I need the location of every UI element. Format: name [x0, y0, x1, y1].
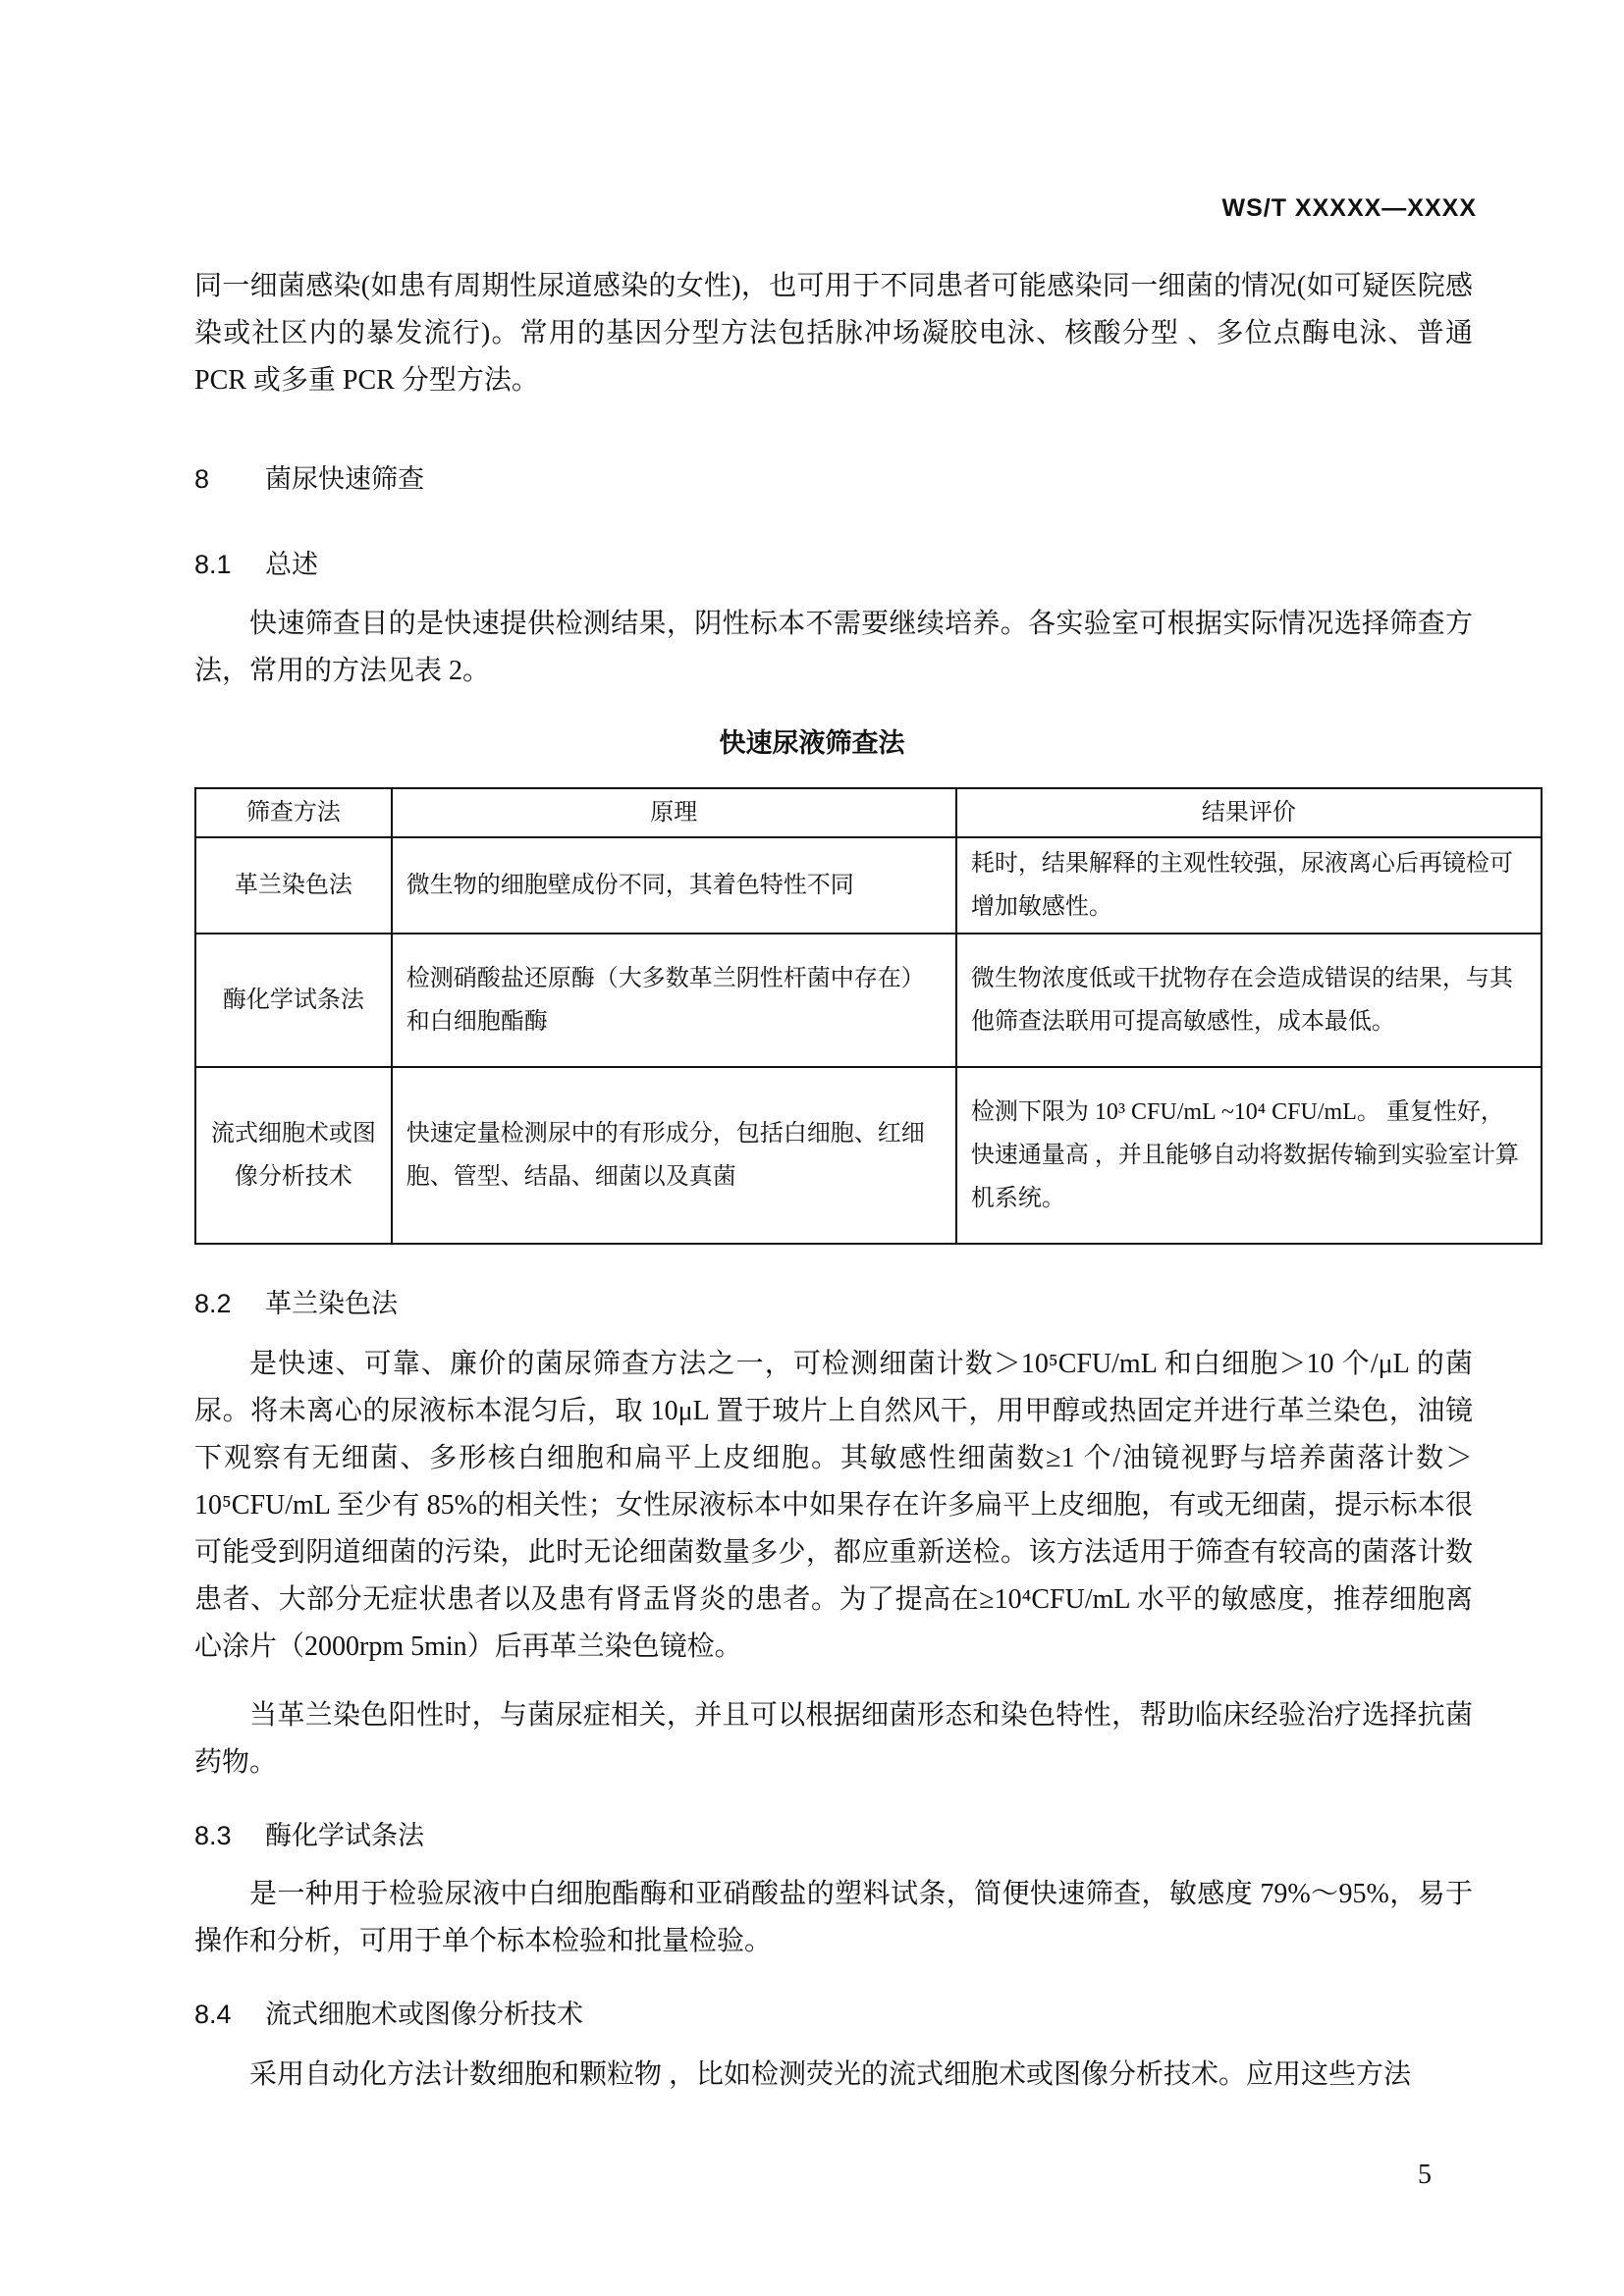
section-heading-8-3 [194, 1814, 424, 1852]
section-heading-8-1 [194, 543, 318, 581]
section-heading-8-2 [194, 1282, 398, 1320]
section-number: 8 [194, 464, 210, 494]
section-title: 革兰染色法 [265, 1289, 398, 1318]
paragraph-8-2-a: 是快速、可靠、廉价的菌尿筛查方法之一，可检测细菌计数＞10⁵CFU/mL 和白细胞＞10 个/μL 的菌尿。将未离心的尿液标本混匀后，取 10μL 置于玻片上自然风干，用甲醇或热固定并进行革兰染色，油镜下观察有无细菌、多形核白细胞和扁平上皮细胞。其敏感性细菌数≥1 个/油镜视野与培养菌落计数＞10⁵CFU/mL 至少有 85%的相关性；女性尿液标本中如果存在许多扁平上皮细胞，有或无细菌，提示标本很可能受到阴道细菌的污染，此时无论细菌数量多少，都应重新送检。该方法适用于筛查有较高的菌落计数患者、大部分无症状患者以及患有肾盂肾炎的患者。为了提高在≥10⁴CFU/mL 水平的敏感度，推荐细胞离心涂片（2000rpm 5min）后再革兰染色镜检。 [194, 1349, 1473, 1662]
page-number: 5 [1418, 2160, 1432, 2190]
table-header-row [195, 788, 1542, 837]
section-title: 酶化学试条法 [265, 1821, 424, 1850]
section-number: 8.1 [194, 550, 232, 579]
paragraph-8-4: 采用自动化方法计数细胞和颗粒物 ，比如检测荧光的流式细胞术或图像分析技术。应用这些方法 [249, 2059, 1412, 2090]
table-cell-evaluation: 检测下限为 10³ CFU/mL ~10⁴ CFU/mL。 重复性好，快速通量高 ，并且能够自动将数据传输到实验室计算机系统。 [956, 1067, 1542, 1244]
table-cell-principle: 微生物的细胞壁成份不同，其着色特性不同 [392, 837, 956, 934]
section-title: 总述 [265, 550, 318, 579]
table-header: 原理 [392, 788, 956, 837]
section-number: 8.4 [194, 2000, 232, 2029]
table-row [195, 837, 1542, 934]
paragraph-8-2-b: 当革兰染色阳性时，与菌尿症相关，并且可以根据细菌形态和染色特性，帮助临床经验治疗选择抗菌药物。 [194, 1700, 1473, 1778]
table-cell-evaluation: 耗时，结果解释的主观性较强，尿液离心后再镜检可增加敏感性。 [956, 837, 1542, 934]
table-caption: 快速尿液筛查法 [719, 728, 905, 758]
paragraph-8-1: 快速筛查目的是快速提供检测结果，阴性标本不需要继续培养。各实验室可根据实际情况选择筛查方法，常用的方法见表 2。 [194, 609, 1473, 686]
table-row [195, 1067, 1542, 1244]
table-header: 结果评价 [956, 788, 1542, 837]
paragraph-8-3: 是一种用于检验尿液中白细胞酯酶和亚硝酸盐的塑料试条，简便快速筛查，敏感度 79%～95%，易于操作和分析，可用于单个标本检验和批量检验。 [194, 1879, 1473, 1956]
table-cell-principle: 检测硝酸盐还原酶（大多数革兰阴性杆菌中存在）和白细胞酯酶 [392, 934, 956, 1067]
table-row [195, 934, 1542, 1067]
screening-methods-table [194, 787, 1543, 1245]
table-cell-method: 革兰染色法 [195, 837, 392, 934]
table-header: 筛查方法 [195, 788, 392, 837]
document-id: WS/T XXXXX—XXXX [1221, 194, 1477, 222]
table-cell-evaluation: 微生物浓度低或干扰物存在会造成错误的结果，与其他筛查法联用可提高敏感性，成本最低。 [956, 934, 1542, 1067]
section-title: 流式细胞术或图像分析技术 [265, 2000, 583, 2029]
table-cell-principle: 快速定量检测尿中的有形成分，包括白细胞、红细胞、管型、结晶、细菌以及真菌 [392, 1067, 956, 1244]
section-heading-8-4 [194, 1993, 583, 2031]
section-number: 8.3 [194, 1821, 232, 1850]
paragraph-intro: 同一细菌感染(如患有周期性尿道感染的女性)，也可用于不同患者可能感染同一细菌的情况(如可疑医院感染或社区内的暴发流行)。常用的基因分型方法包括脉冲场凝胶电泳、核酸分型 、多位点酶电泳、普通 PCR 或多重 PCR 分型方法。 [194, 271, 1473, 396]
section-title: 菌尿快速筛查 [265, 464, 424, 494]
table-cell-method: 流式细胞术或图像分析技术 [195, 1067, 392, 1244]
section-heading-8 [194, 457, 424, 496]
table-cell-method: 酶化学试条法 [195, 934, 392, 1067]
section-number: 8.2 [194, 1289, 232, 1318]
